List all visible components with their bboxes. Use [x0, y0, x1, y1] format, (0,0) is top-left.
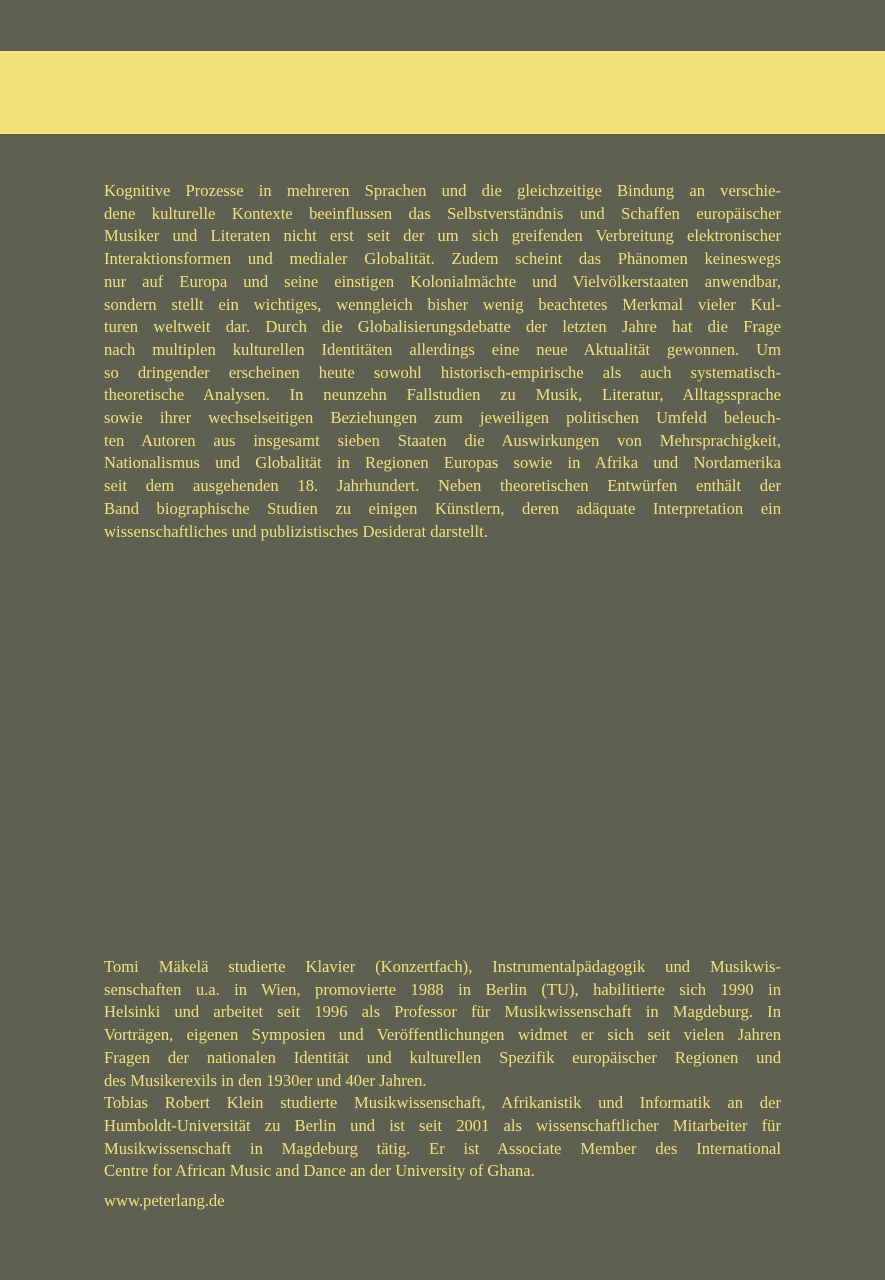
- description-line: Kognitive Prozesse in mehreren Sprachen und die gleichzeitige Bindung an verschie-: [104, 181, 781, 200]
- description-line: so dringender erscheinen heute sowohl historisch-empirische als auch systematisch-: [104, 362, 781, 382]
- description-line: seit dem ausgehenden 18. Jahrhundert. Neben theoretischen Entwürfen enthält der: [104, 476, 781, 496]
- description-line: sowie ihrer wechselseitigen Beziehungen zum jeweiligen politischen Umfeld beleuch-: [104, 408, 781, 428]
- author-bios: [104, 956, 781, 1183]
- description-line: turen weltweit dar. Durch die Globalisierungsdebatte der letzten Jahre hat die Frage: [104, 317, 781, 337]
- top-color-band: [0, 51, 885, 134]
- description-line: nur auf Europa und seine einstigen Kolonialmächte und Vielvölkerstaaten anwendbar,: [104, 271, 781, 291]
- author-bio-line: des Musikerexils in den 1930er und 40er Jahren.: [104, 1070, 427, 1090]
- author-bio-line: Tobias Robert Klein studierte Musikwissenschaft, Afrikanistik und Informatik an der: [104, 1093, 781, 1113]
- description-line: nach multiplen kulturellen Identitäten allerdings eine neue Aktualität gewonnen. Um: [104, 339, 781, 359]
- description-line: dene kulturelle Kontexte beeinflussen das Selbstverständnis und Schaffen europäischer: [104, 203, 781, 223]
- author-bio-line: Musikwissenschaft in Magdeburg tätig. Er ist Associate Member des International: [104, 1138, 781, 1158]
- description-line: Musiker und Literaten nicht erst seit der um sich greifenden Verbreitung elektronischer: [104, 226, 781, 246]
- description-line: Band biographische Studien zu einigen Künstlern, deren adäquate Interpretation ein: [104, 498, 781, 518]
- book-description: [104, 180, 781, 543]
- author-bio-line: Fragen der nationalen Identität und kulturellen Spezifik europäischer Regionen und: [104, 1047, 781, 1067]
- author-bio-line: Humboldt-Universität zu Berlin und ist seit 2001 als wissenschaftlicher Mitarbeiter für: [104, 1115, 781, 1135]
- description-line: theoretische Analysen. In neunzehn Fallstudien zu Musik, Literatur, Alltagssprache: [104, 385, 781, 405]
- publisher-website: www.peterlang.de: [104, 1191, 225, 1210]
- description-line: Interaktionsformen und medialer Globalität. Zudem scheint das Phänomen keineswegs: [104, 249, 781, 269]
- description-line: Nationalismus und Globalität in Regionen Europas sowie in Afrika und Nordamerika: [104, 453, 781, 473]
- author-bio-line: Vorträgen, eigenen Symposien und Veröffentlichungen widmet er sich seit vielen Jahren: [104, 1025, 781, 1045]
- description-line: sondern stellt ein wichtiges, wenngleich bisher wenig beachtetes Merkmal vieler Kul-: [104, 294, 781, 314]
- description-line: wissenschaftliches und publizistisches Desiderat darstellt.: [104, 521, 488, 541]
- description-line: ten Autoren aus insgesamt sieben Staaten die Auswirkungen von Mehrsprachigkeit,: [104, 430, 781, 450]
- author-bio-line: Centre for African Music and Dance an der University of Ghana.: [104, 1161, 535, 1181]
- author-bio-line: senschaften u.a. in Wien, promovierte 1988 in Berlin (TU), habilitierte sich 1990 in: [104, 979, 781, 999]
- author-bio-line: Helsinki und arbeitet seit 1996 als Professor für Musikwissenschaft in Magdeburg. In: [104, 1002, 781, 1022]
- author-bio-line: Tomi Mäkelä studierte Klavier (Konzertfach), Instrumentalpädagogik und Musikwis-: [104, 957, 781, 976]
